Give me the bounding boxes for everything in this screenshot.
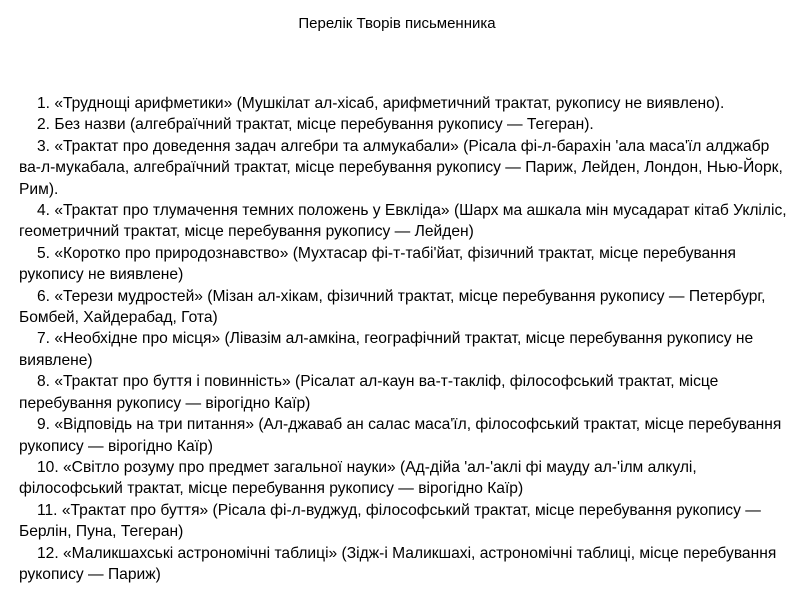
list-item: 8. «Трактат про буття і повинність» (Рісалат ал-каун ва-т-такліф, філософський трактат, місце перебування рукопису — вірогідно Каїр) xyxy=(19,373,719,412)
list-item: 2. Без назви (алгебраїчний трактат, місце перебування рукопису — Тегеран). xyxy=(37,116,594,134)
list-item: 9. «Відповідь на три питання» (Ал-джаваб ан салас маса'їл, філософський трактат, місце перебування рукопису — вірогідно Каїр) xyxy=(19,416,782,455)
list-item: 11. «Трактат про буття» (Рісала фі-л-вуджуд, філософський трактат, місце перебування рукопису — Берлін, Пуна, Тегеран) xyxy=(19,501,761,541)
list-item: 1. «Труднощі арифметики» (Мушкілат ал-хісаб, арифметичний трактат, рукопису не виявлено). xyxy=(37,95,725,112)
list-item: 6. «Терези мудростей» (Мізан ал-хікам, фізичний трактат, місце перебування рукопису — Петербург, Бомбей, Хайдерабад, Гота) xyxy=(19,287,766,327)
list-item: 3. «Трактат про доведення задач алгебри та алмукабали» (Рісала фі-л-барахін 'ала маса'їл алджабр ва-л-мукабала, алгебраїчний трактат, місце перебування рукопису — Париж, Лейден, Лондон, Нью-Йорк, Рим). xyxy=(19,137,783,198)
list-item: 10. «Світло розуму про предмет загальної науки» (Ад-дійа 'ал-'аклі фі мауду ал-'ілм алкулі, філософський трактат, місце перебування рукопису — вірогідно Каїр) xyxy=(19,458,697,498)
list-item: 4. «Трактат про тлумачення темних положень у Евкліда» (Шарх ма ашкала мін мусадарат кітаб Укліліс, геометричний трактат, місце перебування рукопису — Лейден) xyxy=(19,202,787,241)
works-list xyxy=(19,93,789,585)
list-item: 12. «Маликшахські астрономічні таблиці» (Зідж-і Маликшахі, астрономічні таблиці, місце перебування рукопису — Париж) xyxy=(19,544,777,583)
page-title: Перелік Творів письменника xyxy=(298,15,496,32)
list-item: 5. «Коротко про природознавство» (Мухтасар фі-т-табі'йат, фізичний трактат, місце перебування рукопису не виявлене) xyxy=(19,244,736,284)
list-item: 7. «Необхідне про місця» (Лівазім ал-амкіна, географічний трактат, місце перебування рукопису не виявлене) xyxy=(19,330,754,369)
